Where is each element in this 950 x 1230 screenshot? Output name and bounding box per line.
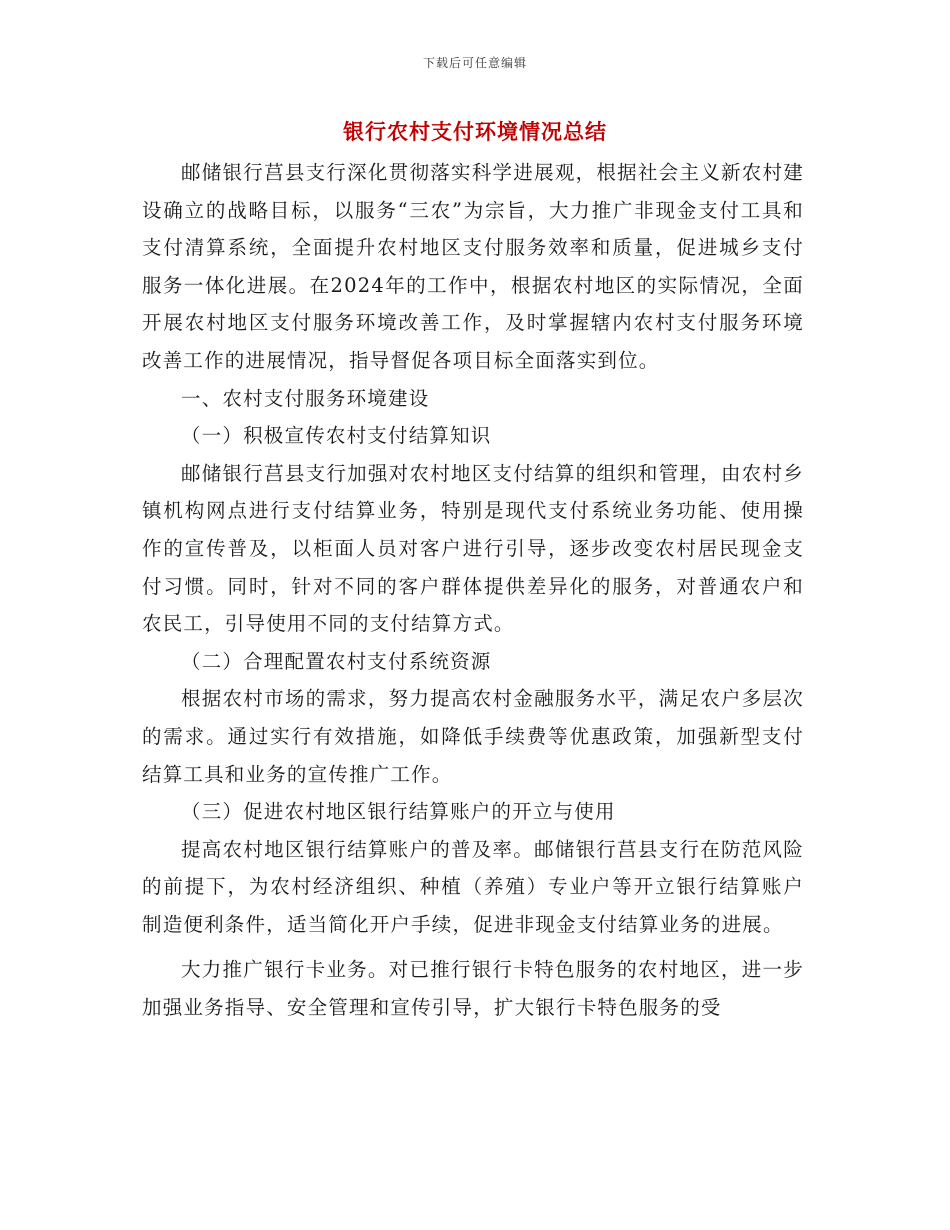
- document-title: 银行农村支付环境情况总结: [343, 119, 607, 144]
- paragraph-accounts: 提高农村地区银行结算账户的普及率。邮储银行莒县支行在防范风险的前提下，为农村经济组织、种植（养殖）专业户等开立银行结算账户制造便利条件，适当简化开户手续，促进非现金支付结算业务的进展。: [142, 837, 804, 936]
- paragraph-publicity: 邮储银行莒县支行加强对农村地区支付结算的组织和管理，由农村乡镇机构网点进行支付结算业务，特别是现代支付系统业务功能、使用操作的宣传普及，以柜面人员对客户进行引导，逐步改变农村居民现金支付习惯。同时，针对不同的客户群体提供差异化的服务，对普通农户和农民工，引导使用不同的支付结算方式。: [142, 461, 804, 636]
- paragraph-bank-cards: 大力推广银行卡业务。对已推行银行卡特色服务的农村地区，进一步加强业务指导、安全管理和宣传引导，扩大银行卡特色服务的受: [142, 958, 804, 1020]
- paragraph-resources: 根据农村市场的需求，努力提高农村金融服务水平，满足农户多层次的需求。通过实行有效措施，如降低手续费等优惠政策，加强新型支付结算工具和业务的宣传推广工作。: [142, 687, 804, 786]
- paragraph-intro: 邮储银行莒县支行深化贯彻落实科学进展观，根据社会主义新农村建设确立的战略目标，以服务“三农”为宗旨，大力推广非现金支付工具和支付清算系统，全面提升农村地区支付服务效率和质量，促进城乡支付服务一体化进展。在2024年的工作中，根据农村地区的实际情况，全面开展农村地区支付服务环境改善工作，及时掌握辖内农村支付服务环境改善工作的进展情况，指导督促各项目标全面落实到位。: [142, 161, 804, 372]
- section-heading-1: 一、农村支付服务环境建设: [181, 386, 430, 410]
- subsection-heading-2: （二）合理配置农村支付系统资源: [181, 649, 492, 673]
- subsection-heading-1: （一）积极宣传农村支付结算知识: [181, 424, 492, 448]
- header-note: 下载后可任意编辑: [422, 56, 527, 70]
- subsection-heading-3: （三）促进农村地区银行结算账户的开立与使用: [181, 800, 616, 824]
- document-body: [142, 154, 804, 1027]
